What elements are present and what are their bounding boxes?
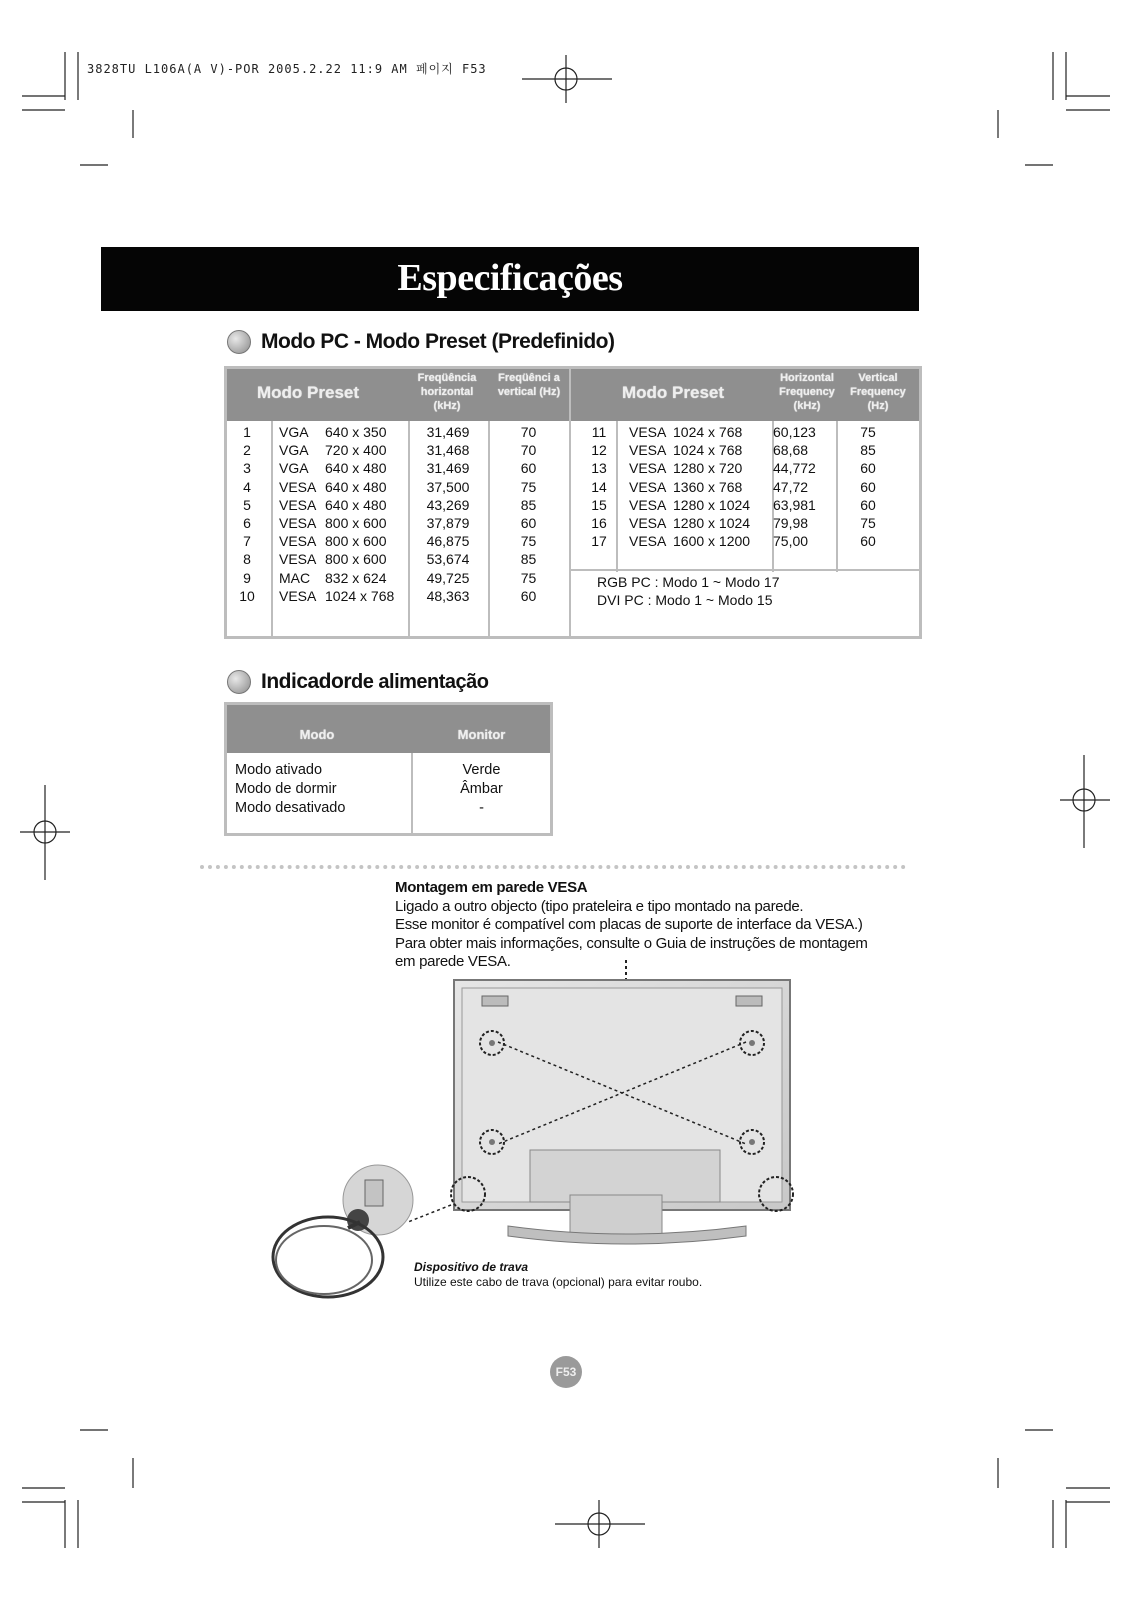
horizontal-frequency: 49,725 <box>426 569 470 586</box>
horizontal-frequency: 31,468 <box>426 442 470 459</box>
mode-number: 2 <box>243 442 251 459</box>
standard: VESA <box>279 496 317 513</box>
resolution: 640 x 480 <box>325 496 387 513</box>
horizontal-frequency: 75,00 <box>773 533 809 550</box>
power-monitor-cell: Verde <box>462 762 501 778</box>
standard: VESA <box>629 496 667 513</box>
standard: VESA <box>629 442 667 459</box>
table-row <box>227 496 569 514</box>
resolution: 1024 x 768 <box>673 424 743 440</box>
horizontal-frequency: 43,269 <box>426 496 470 513</box>
horizontal-frequency: 63,981 <box>773 496 816 513</box>
vertical-frequency: 75 <box>860 514 876 531</box>
vertical-frequency: 70 <box>520 424 537 440</box>
resolution: 640 x 480 <box>325 478 387 495</box>
power-mode-cell: Modo desativado <box>235 800 346 816</box>
standard: VESA <box>629 533 667 550</box>
power-mode-cell: Modo ativado <box>235 762 323 778</box>
preset-mode-header-left: Modo Preset <box>257 383 360 402</box>
table-row <box>227 441 569 459</box>
mode-number: 4 <box>243 478 251 495</box>
bullet-icon <box>227 670 251 694</box>
dvi-note: DVI PC : Modo 1 ~ Modo 15 <box>597 592 773 608</box>
table-row <box>227 514 569 532</box>
vertical-frequency: 70 <box>520 442 537 459</box>
vertical-frequency: 75 <box>520 533 537 550</box>
table-row <box>571 532 919 550</box>
vfreq-header-left: Freqüênci a vertical (Hz) <box>497 372 561 398</box>
power-mode-column <box>235 761 345 818</box>
standard: VGA <box>279 424 309 440</box>
vesa-line-3: Para obter mais informações, consulte o Guia de instruções de montagem <box>395 934 868 952</box>
power-monitor-cell: - <box>479 800 484 816</box>
vertical-frequency: 60 <box>520 460 537 477</box>
standard: VESA <box>279 587 317 604</box>
horizontal-frequency: 79,98 <box>773 514 809 531</box>
standard: VESA <box>279 533 317 550</box>
power-monitor-column <box>413 761 550 818</box>
table-row <box>227 478 569 496</box>
lock-description: Utilize este cabo de trava (opcional) para evitar roubo. <box>414 1275 703 1289</box>
mode-number: 10 <box>239 587 255 604</box>
preset-section-heading <box>227 330 615 354</box>
vertical-frequency: 60 <box>860 460 876 477</box>
print-header: 3828TU L106A(A V)-POR 2005.2.22 11:9 AM 페이지 F53 <box>87 62 487 76</box>
standard: VESA <box>279 478 317 495</box>
power-section-heading <box>227 670 489 694</box>
resolution: 640 x 350 <box>325 424 387 440</box>
table-row <box>571 514 919 532</box>
mode-number: 15 <box>591 496 607 513</box>
table-row <box>227 569 569 587</box>
mode-number: 8 <box>243 551 251 568</box>
rgb-note: RGB PC : Modo 1 ~ Modo 17 <box>597 574 780 590</box>
mode-number: 12 <box>591 442 607 459</box>
resolution: 800 x 600 <box>325 514 387 531</box>
standard: VESA <box>629 478 667 495</box>
vertical-frequency: 60 <box>860 478 876 495</box>
vertical-frequency: 60 <box>860 496 876 513</box>
table-row <box>227 459 569 477</box>
power-section-title-b: de alimentação <box>351 671 489 693</box>
horizontal-frequency: 47,72 <box>773 478 809 495</box>
table-row <box>571 441 919 459</box>
vertical-frequency: 75 <box>860 424 876 440</box>
standard: VESA <box>629 460 667 477</box>
resolution: 1600 x 1200 <box>673 533 751 550</box>
table-row <box>571 496 919 514</box>
vfreq-header-right: Vertical Frequency (Hz) <box>850 372 906 412</box>
vesa-line-1: Ligado a outro objecto (tipo prateleira e tipo montado na parede. <box>395 897 804 915</box>
resolution: 1280 x 1024 <box>673 514 751 531</box>
monitor-rear-illustration <box>240 960 800 1300</box>
table-row <box>227 532 569 550</box>
preset-section-title: Modo PC - Modo Preset (Predefinido) <box>261 330 615 353</box>
power-col-mode: Modo <box>299 727 335 742</box>
horizontal-frequency: 46,875 <box>426 533 470 550</box>
mode-number: 6 <box>243 514 251 531</box>
lock-title: Dispositivo de trava <box>414 1260 529 1274</box>
preset-rows-left <box>227 423 569 605</box>
standard: VESA <box>279 551 317 568</box>
standard: MAC <box>279 569 311 586</box>
page-number-badge: F53 <box>550 1356 582 1388</box>
power-monitor-cell: Âmbar <box>460 781 503 797</box>
bullet-icon <box>227 330 251 354</box>
resolution: 1280 x 1024 <box>673 496 751 513</box>
dotted-divider <box>200 865 906 869</box>
vertical-frequency: 60 <box>520 587 537 604</box>
vertical-frequency: 60 <box>520 514 537 531</box>
mode-number: 17 <box>591 533 607 550</box>
vertical-frequency: 85 <box>520 551 537 568</box>
mode-number: 7 <box>243 533 251 550</box>
standard: VESA <box>629 424 667 440</box>
power-col-monitor: Monitor <box>457 727 506 742</box>
preset-rows-right <box>571 423 919 550</box>
resolution: 1280 x 720 <box>673 460 743 477</box>
horizontal-frequency: 31,469 <box>426 460 470 477</box>
horizontal-frequency: 60,123 <box>773 424 816 440</box>
hfreq-header-right: Horizontal Frequency (kHz) <box>779 372 835 412</box>
hfreq-header-left: Freqüência horizontal (kHz) <box>417 372 477 412</box>
resolution: 1024 x 768 <box>673 442 743 459</box>
vertical-frequency: 85 <box>860 442 876 459</box>
horizontal-frequency: 37,500 <box>426 478 470 495</box>
resolution: 1360 x 768 <box>673 478 743 495</box>
table-row <box>571 423 919 441</box>
horizontal-frequency: 53,674 <box>426 551 470 568</box>
resolution: 720 x 400 <box>325 442 387 459</box>
resolution: 640 x 480 <box>325 460 387 477</box>
mode-number: 14 <box>591 478 607 495</box>
table-row <box>227 587 569 605</box>
resolution: 832 x 624 <box>325 569 387 586</box>
preset-mode-header-right: Modo Preset <box>622 383 725 402</box>
horizontal-frequency: 37,879 <box>426 514 470 531</box>
standard: VESA <box>629 514 667 531</box>
page-title: Especificações <box>101 247 919 311</box>
vesa-line-2: Esse monitor é compatível com placas de suporte de interface da VESA.) <box>395 916 863 933</box>
resolution: 800 x 600 <box>325 533 387 550</box>
mode-number: 13 <box>591 460 607 477</box>
mode-number: 5 <box>243 496 251 513</box>
vertical-frequency: 85 <box>520 496 537 513</box>
mode-number: 3 <box>243 460 251 477</box>
resolution: 1024 x 768 <box>325 587 395 604</box>
power-section-title-a: Indicador <box>261 670 352 693</box>
vertical-frequency: 60 <box>860 533 876 550</box>
horizontal-frequency: 31,469 <box>426 424 470 440</box>
standard: VESA <box>279 514 317 531</box>
vesa-title: Montagem em parede VESA <box>395 879 588 896</box>
table-row <box>227 550 569 568</box>
horizontal-frequency: 44,772 <box>773 460 816 477</box>
power-table <box>224 702 553 836</box>
vertical-frequency: 75 <box>520 478 537 495</box>
vesa-line-4: em parede VESA. <box>395 953 511 970</box>
vertical-frequency: 75 <box>520 569 537 586</box>
mode-number: 11 <box>591 424 607 440</box>
horizontal-frequency: 68,68 <box>773 442 809 459</box>
resolution: 800 x 600 <box>325 551 387 568</box>
table-row <box>571 459 919 477</box>
standard: VGA <box>279 442 309 459</box>
mode-number: 16 <box>591 514 607 531</box>
lock-text-block <box>414 1260 702 1290</box>
vesa-text-block <box>395 879 868 972</box>
mode-number: 9 <box>243 569 251 586</box>
horizontal-frequency: 48,363 <box>426 587 470 604</box>
mode-number: 1 <box>243 424 251 440</box>
standard: VGA <box>279 460 309 477</box>
power-mode-cell: Modo de dormir <box>235 781 337 797</box>
table-row <box>227 423 569 441</box>
table-row <box>571 478 919 496</box>
preset-table <box>224 366 922 639</box>
